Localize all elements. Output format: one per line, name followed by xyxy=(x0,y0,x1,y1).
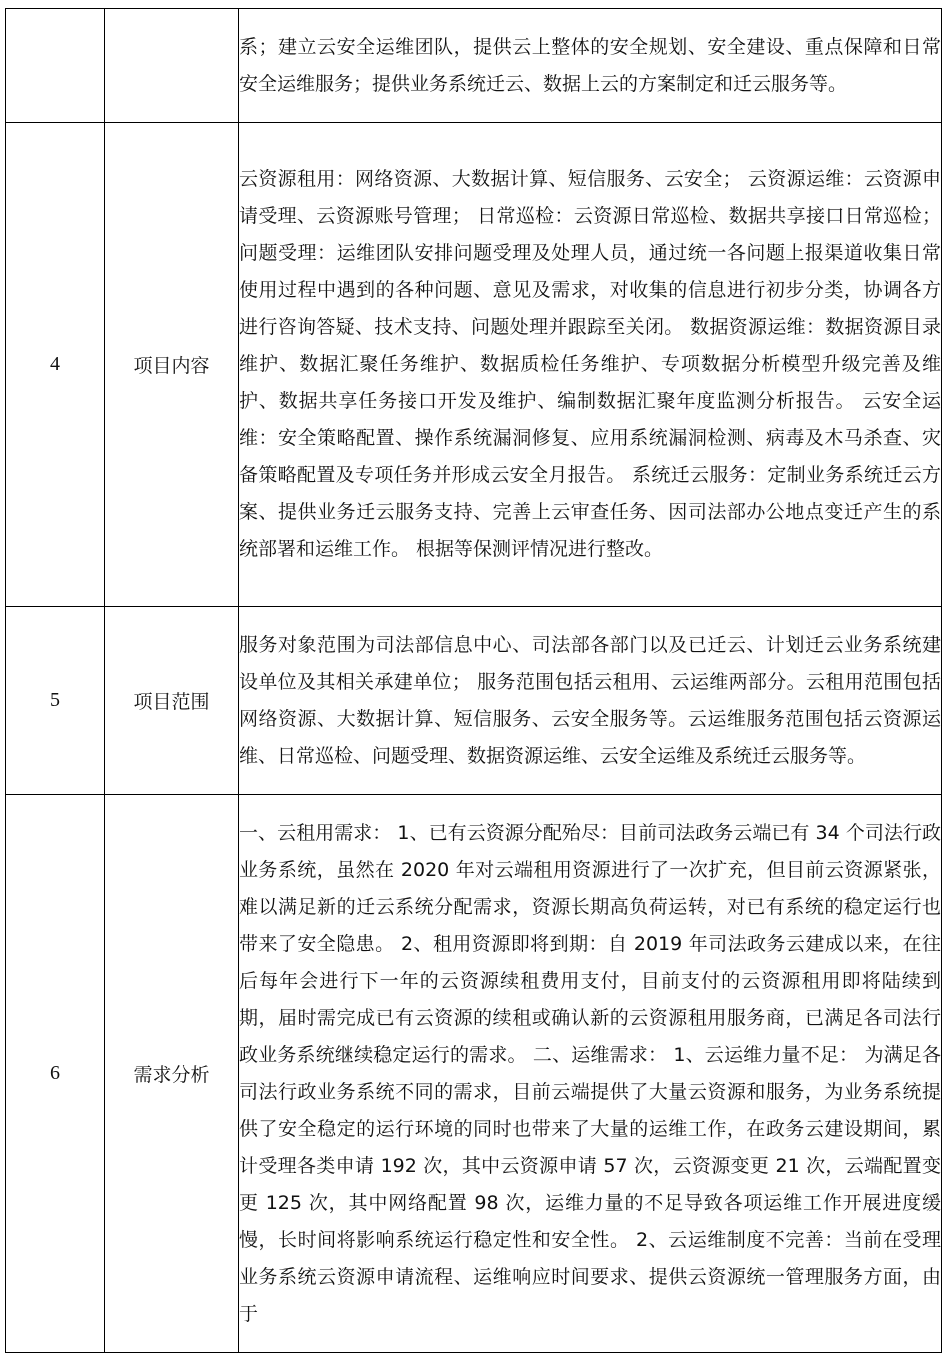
table-row xyxy=(6,123,942,607)
row-content-cell xyxy=(239,9,942,123)
row-number-cell: 5 xyxy=(6,607,105,795)
project-info-table xyxy=(5,8,942,1353)
row-content-cell xyxy=(239,795,942,1353)
row-label-cell xyxy=(105,9,239,123)
row-number-cell xyxy=(6,9,105,123)
row-content-cell xyxy=(239,607,942,795)
table-row xyxy=(6,795,942,1353)
row-content-text: 一、云租用需求： 1、已有云资源分配殆尽：目前司法政务云端已有 34 个司法行政业务系统，虽然在 2020 年对云端租用资源进行了一次扩充，但目前云资源紧张，难以满足新的迁云系统分配需求，资源长期高负荷运转，对已有系统的稳定运行也带来了安全隐患。 2、租用资源即将到期：自 2019 年司法政务云建成以来，在往后每年会进行下一年的云资源续租费用支付，目前支付的云资源租用即将陆续到期，届时需完成已有云资源的续租或确认新的云资源租用服务商，已满足各司法行政业务系统继续稳定运行的需求。 二、运维需求： 1、云运维力量不足： 为满足各司法行政业务系统不同的需求，目前云端提供了大量云资源和服务，为业务系统提供了安全稳定的运行环境的同时也带来了大量的运维工作，在政务云建设期间，累计受理各类申请 192 次，其中云资源申请 57 次，云资源变更 21 次，云端配置变更 125 次，其中网络配置 98 次，运维力量的不足导致各项运维工作开展进度缓慢，长时间将影响系统运行稳定性和安全性。 2、云运维制度不完善：当前在受理业务系统云资源申请流程、运维响应时间要求、提供云资源统一管理服务方面，由于 xyxy=(239,821,941,1325)
row-content-text: 服务对象范围为司法部信息中心、司法部各部门以及已迁云、计划迁云业务系统建设单位及其相关承建单位； 服务范围包括云租用、云运维两部分。云租用范围包括网络资源、大数据计算、短信服务、云安全服务等。云运维服务范围包括云资源运维、日常巡检、问题受理、数据资源运维、云安全运维及系统迁云服务等。 xyxy=(239,633,941,767)
row-label-cell: 项目内容 xyxy=(105,123,239,607)
row-content-cell xyxy=(239,123,942,607)
row-number-cell: 4 xyxy=(6,123,105,607)
row-content-text: 云资源租用：网络资源、大数据计算、短信服务、云安全； 云资源运维：云资源申请受理、云资源账号管理； 日常巡检：云资源日常巡检、数据共享接口日常巡检； 问题受理：运维团队安排问题受理及处理人员，通过统一各问题上报渠道收集日常使用过程中遇到的各种问题、意见及需求，对收集的信息进行初步分类，协调各方进行咨询答疑、技术支持、问题处理并跟踪至关闭。 数据资源运维：数据资源目录维护、数据汇聚任务维护、数据质检任务维护、专项数据分析模型升级完善及维护、数据共享任务接口开发及维护、编制数据汇聚年度监测分析报告。 云安全运维：安全策略配置、操作系统漏洞修复、应用系统漏洞检测、病毒及木马杀查、灾备策略配置及专项任务并形成云安全月报告。 系统迁云服务：定制业务系统迁云方案、提供业务迁云服务支持、完善上云审查任务、因司法部办公地点变迁产生的系统部署和运维工作。 根据等保测评情况进行整改。 xyxy=(239,168,941,560)
row-label-cell: 需求分析 xyxy=(105,795,239,1353)
row-label-cell: 项目范围 xyxy=(105,607,239,795)
row-number-cell: 6 xyxy=(6,795,105,1353)
row-content-text: 系；建立云安全运维团队，提供云上整体的安全规划、安全建设、重点保障和日常安全运维服务；提供业务系统迁云、数据上云的方案制定和迁云服务等。 xyxy=(239,35,941,95)
table-row xyxy=(6,9,942,123)
table-row xyxy=(6,607,942,795)
